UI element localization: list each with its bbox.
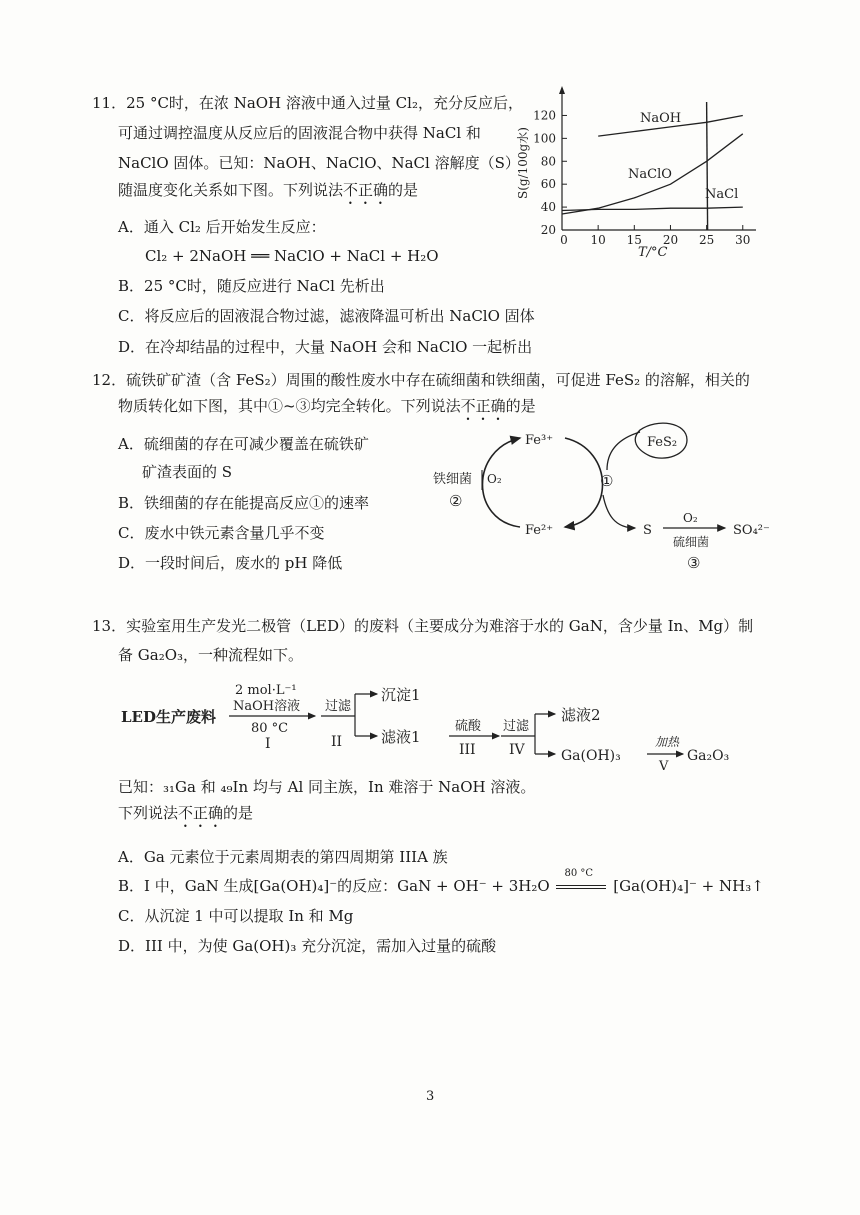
flow-step-5: V (659, 759, 669, 774)
right-cycle-arc (565, 438, 603, 527)
q12-option-c: C．废水中铁元素含量几乎不变 (118, 524, 325, 542)
flow-step-3: III (459, 742, 476, 758)
y-axis-label: S(g/100g水) (516, 127, 530, 199)
q12-option-d: D．一段时间后，废水的 pH 降低 (118, 554, 343, 572)
q11-option-d: D．在冷却结晶的过程中，大量 NaOH 会和 NaClO 一起析出 (118, 338, 533, 356)
o2-right-label: O₂ (683, 511, 698, 525)
flow-gallium-hydroxide: Ga(OH)₃ (561, 748, 621, 764)
flow-reagent-acid: 硫酸 (455, 719, 482, 734)
step-1-label: ① (600, 472, 614, 490)
q11-line-1: 11．25 °C时，在浓 NaOH 溶液中通入过量 Cl₂，充分反应后， (92, 94, 523, 112)
x-ticks (560, 225, 750, 247)
fe2-label: Fe²⁺ (525, 523, 554, 538)
flow-filtrate-2: 滤液2 (561, 706, 601, 724)
q13-known-2: 下列说法不正确的是 (118, 804, 254, 822)
q11-line-4: 随温度变化关系如下图。下列说法不正确的是 (118, 181, 419, 199)
x-tick-label: 20 (662, 233, 679, 247)
y-tick-label: 80 (540, 154, 556, 169)
q13-line-2: 备 Ga₂O₃，一种流程如下。 (118, 646, 304, 664)
q12-line-2: 物质转化如下图，其中①~③均完全转化。下列说法不正确的是 (118, 397, 536, 415)
q11-line-3: NaClO 固体。已知：NaOH、NaClO、NaCl 溶解度（S） (118, 154, 520, 172)
fe3-label: Fe³⁺ (525, 433, 554, 448)
y-tick-label: 120 (533, 108, 556, 123)
y-tick-label: 60 (540, 177, 556, 192)
y-tick-label: 20 (540, 223, 556, 237)
flow-reagent-naoh: NaOH溶液 (233, 699, 301, 714)
q13-option-d: D．III 中，为使 Ga(OH)₃ 充分沉淀，需加入过量的硫酸 (118, 937, 497, 955)
flow-op-filter-2: 过滤 (503, 719, 530, 734)
fes2-label: FeS₂ (647, 435, 678, 450)
q11-option-c: C．将反应后的固液混合物过滤，滤液降温可析出 NaClO 固体 (118, 307, 535, 325)
q11-option-a-equation: Cl₂ + 2NaOH ══ NaClO + NaCl + H₂O (145, 247, 439, 265)
o2-left-label: O₂ (487, 472, 502, 486)
flow-step-4: IV (509, 742, 525, 758)
flow-step-1: I (265, 736, 271, 752)
q12-option-a-cont: 矿渣表面的 S (142, 463, 233, 481)
page-number: 3 (426, 1089, 435, 1104)
sulfate-label: SO₄²⁻ (733, 523, 770, 538)
process-flowchart (115, 676, 755, 776)
x-tick-label: 0 (560, 233, 568, 247)
iron-sulfur-cycle-diagram (425, 410, 780, 580)
series-label-naclo: NaClO (628, 167, 672, 182)
x-tick-label: 10 (590, 233, 606, 247)
q12-line-1: 12．硫铁矿矿渣（含 FeS₂）周围的酸性废水中存在硫细菌和铁细菌，可促进 FeS₂ 的溶解，相关的 (92, 371, 750, 389)
flow-product: Ga₂O₃ (687, 748, 730, 764)
q13-known-1: 已知：₃₁Ga 和 ₄₉In 均与 Al 同主族，In 难溶于 NaOH 溶液。 (118, 778, 536, 796)
q13-option-c: C．从沉淀 1 中可以提取 In 和 Mg (118, 907, 354, 925)
series-label-nacl: NaCl (705, 187, 739, 202)
x-tick-label: 15 (626, 233, 642, 247)
sulfur-bacteria-label: 硫细菌 (673, 535, 710, 549)
flow-precipitate-1: 沉淀1 (381, 686, 421, 704)
flow-step-2: II (331, 734, 343, 750)
equilibrium-condition-arrow: 80 °C (554, 876, 608, 896)
flow-reagent-conc: 2 mol·L⁻¹ (235, 683, 297, 698)
sulfur-label: S (643, 523, 652, 538)
temperature-25-line (707, 102, 708, 230)
flow-condition-80c: 80 °C (251, 721, 289, 736)
flow-reagent-heat: 加热 (655, 735, 680, 749)
iron-bacteria-label: 铁细菌 (433, 472, 473, 487)
flow-start: LED生产废料 (121, 708, 216, 726)
y-axis-arrow (559, 86, 565, 94)
q13-option-a: A．Ga 元素位于元素周期表的第四周期第 IIIA 族 (118, 848, 448, 866)
solubility-chart (510, 84, 760, 264)
series-label-naoh: NaOH (640, 111, 682, 126)
y-tick-label: 40 (540, 200, 556, 215)
to-sulfur-arrow (603, 495, 635, 528)
y-tick-label: 100 (533, 131, 556, 146)
q11-line-2: 可通过调控温度从反应后的固液混合物中获得 NaCl 和 (118, 124, 481, 142)
step-2-label: ② (449, 492, 463, 510)
q13-line-1: 13．实验室用生产发光二极管（LED）的废料（主要成分为难溶于水的 GaN，含少量 In、Mg）制 (92, 617, 754, 635)
x-tick-label: 25 (698, 233, 715, 247)
q12-option-a: A．硫细菌的存在可减少覆盖在硫铁矿 (118, 435, 369, 453)
q12-option-b: B．铁细菌的存在能提高反应①的速率 (118, 494, 370, 512)
flow-op-filter-1: 过滤 (325, 699, 352, 714)
x-axis-label: T/°C (638, 245, 668, 260)
series-line-nacl (562, 207, 743, 210)
x-tick-label: 30 (735, 233, 751, 247)
q13-option-b: B．I 中，GaN 生成[Ga(OH)₄]⁻的反应：GaN + OH⁻ + 3H₂O 80 °C [Ga(OH)₄]⁻ + NH₃↑ (118, 868, 764, 895)
q11-option-b: B．25 °C时，随反应进行 NaCl 先析出 (118, 277, 385, 295)
q11-option-a: A．通入 Cl₂ 后开始发生反应： (118, 218, 326, 236)
flow-filtrate-1: 滤液1 (381, 728, 421, 746)
step-3-label: ③ (687, 554, 701, 572)
